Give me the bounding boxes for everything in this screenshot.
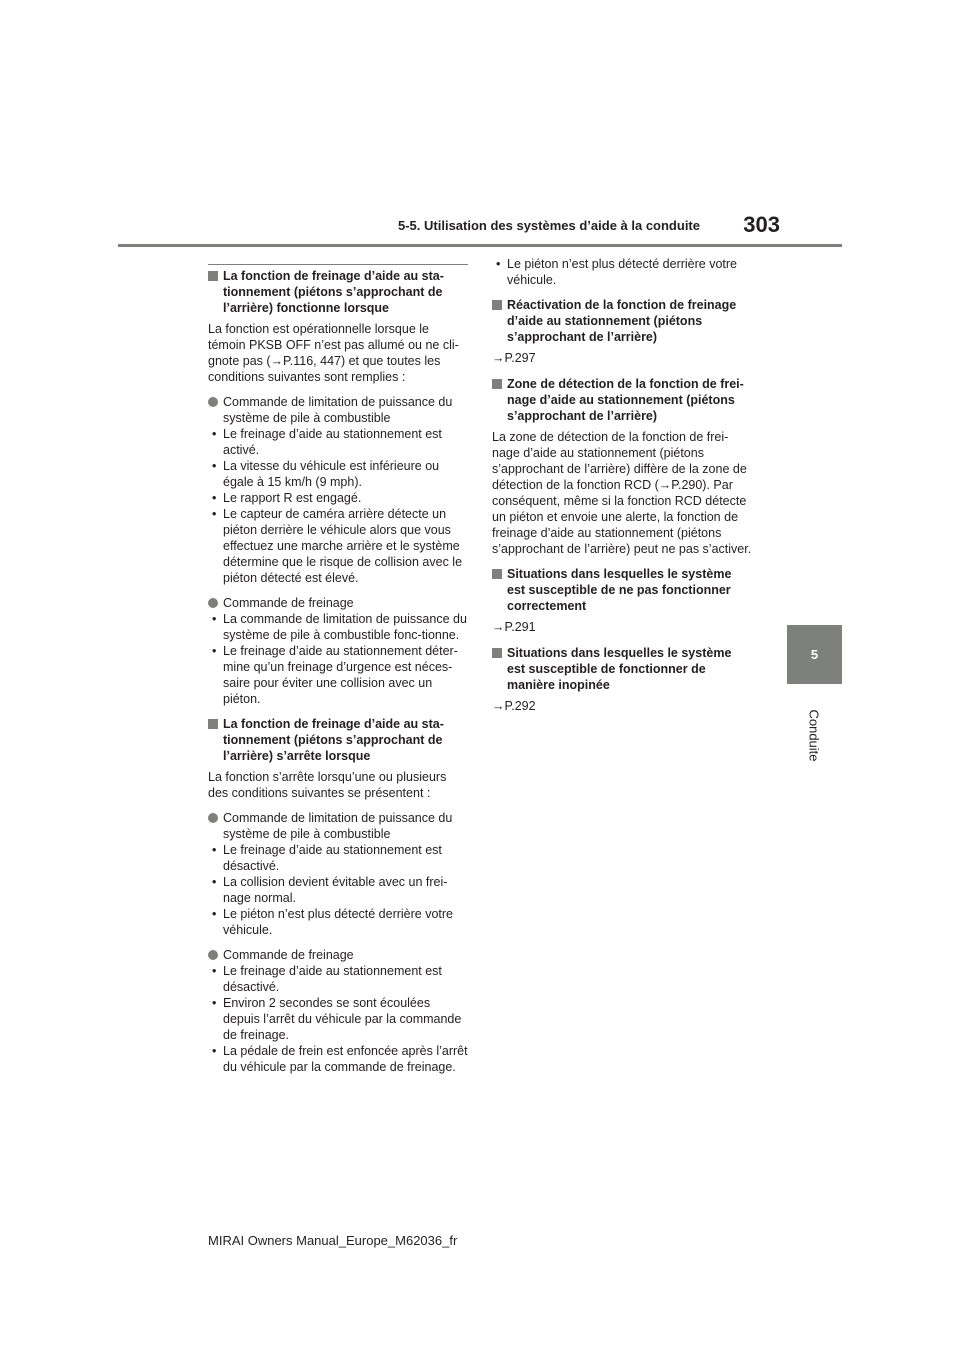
square-bullet-icon: [492, 569, 502, 579]
chapter-tab[interactable]: [787, 625, 842, 684]
list-item: • Environ 2 secondes se sont écoulées depuis l’arrêt du véhicule par la commande de freinage.: [212, 996, 462, 1042]
list-item: • Le piéton n’est plus détecté derrière votre véhicule.: [496, 257, 737, 287]
page-reference-link[interactable]: →P.291: [492, 620, 536, 634]
chapter-title: Conduite: [806, 708, 822, 762]
footer-text: MIRAI Owners Manual_Europe_M62036_fr: [208, 1233, 458, 1248]
square-bullet-icon: [208, 719, 218, 729]
square-bullet-icon: [492, 379, 502, 389]
list-item: • Le freinage d’aide au stationnement est activé.: [212, 427, 442, 457]
list-item: • La vitesse du véhicule est inférieure ou égale à 15 km/h (9 mph).: [212, 459, 440, 489]
item-list: [208, 963, 468, 1075]
circle-bullet-icon: [208, 950, 218, 960]
chapter-title-tab[interactable]: [787, 690, 842, 780]
bullet-heading: Commande de limitation de puissance du système de pile à combustible: [208, 810, 468, 842]
circle-bullet-icon: [208, 598, 218, 608]
square-bullet-icon: [492, 648, 502, 658]
paragraph: La fonction est opérationnelle lorsque le témoin PKSB OFF n’est pas allumé ou ne cli-gnote pas (→P.116, 447) et que toutes les conditions suivantes sont remplies :: [208, 322, 459, 384]
right-column: [492, 256, 752, 724]
page-number: 303: [743, 212, 780, 237]
paragraph: La zone de détection de la fonction de frei-nage d’aide au stationnement (piétons s’approchant de l’arrière) diffère de la zone de détection de la fonction RCD (→P.290). Par conséquent, même si la fonction RCD détecte un piéton et envoie une alerte, la fonction de freinage d’aide au stationnement (piétons s’approchant de l’arrière) peut ne pas s’activer.: [492, 430, 752, 556]
list-item: • Le piéton n’est plus détecté derrière votre véhicule.: [212, 907, 453, 937]
section-header: 5-5. Utilisation des systèmes d’aide à la conduite: [398, 218, 700, 233]
item-list: [208, 426, 468, 586]
list-item: • La pédale de frein est enfoncée après l’arrêt du véhicule par la commande de freinage.: [212, 1044, 468, 1074]
section-heading: Situations dans lesquelles le système est susceptible de ne pas fonctionner correctement: [492, 566, 752, 614]
list-item: • La collision devient évitable avec un frei-nage normal.: [212, 875, 448, 905]
header-rule: [118, 244, 842, 247]
bullet-heading: Commande de limitation de puissance du système de pile à combustible: [208, 394, 468, 426]
bullet-heading: Commande de freinage: [208, 947, 468, 963]
list-item: • Le freinage d’aide au stationnement déter-mine qu’un freinage d’urgence est néces-saire pour éviter une collision avec un piéton.: [212, 644, 458, 706]
left-column: [208, 268, 468, 1084]
chapter-number: 5: [810, 647, 819, 662]
section-heading: Réactivation de la fonction de freinage d’aide au stationnement (piétons s’approchant de l’arrière): [492, 297, 752, 345]
section-heading: La fonction de freinage d’aide au sta-tionnement (piétons s’approchant de l’arrière) s’arrête lorsque: [208, 716, 468, 764]
page-reference-link[interactable]: →P.297: [492, 351, 536, 365]
item-list: [208, 842, 468, 938]
list-item: • La commande de limitation de puissance du système de pile à combustible fonc-tionne.: [212, 612, 467, 642]
list-item: • Le freinage d’aide au stationnement est désactivé.: [212, 843, 442, 873]
square-bullet-icon: [208, 271, 218, 281]
bullet-heading: Commande de freinage: [208, 595, 468, 611]
section-heading: La fonction de freinage d’aide au sta-tionnement (piétons s’approchant de l’arrière) fonctionne lorsque: [208, 268, 468, 316]
circle-bullet-icon: [208, 397, 218, 407]
item-list: [492, 256, 752, 288]
square-bullet-icon: [492, 300, 502, 310]
section-heading: Zone de détection de la fonction de frei-nage d’aide au stationnement (piétons s’approchant de l’arrière): [492, 376, 752, 424]
list-item: • Le capteur de caméra arrière détecte un piéton derrière le véhicule alors que vous effectuez une marche arrière et le système détermine que le risque de collision avec le piéton détecté est élevé.: [212, 507, 463, 585]
paragraph: La fonction s’arrête lorsqu’une ou plusieurs des conditions suivantes se présentent :: [208, 770, 447, 800]
circle-bullet-icon: [208, 813, 218, 823]
list-item: • Le freinage d’aide au stationnement est désactivé.: [212, 964, 442, 994]
item-list: [208, 611, 468, 707]
page-reference-link[interactable]: →P.292: [492, 699, 536, 713]
column-top-rule: [208, 264, 468, 265]
list-item: • Le rapport R est engagé.: [212, 491, 362, 505]
section-heading: Situations dans lesquelles le système est susceptible de fonctionner de manière inopinée: [492, 645, 752, 693]
